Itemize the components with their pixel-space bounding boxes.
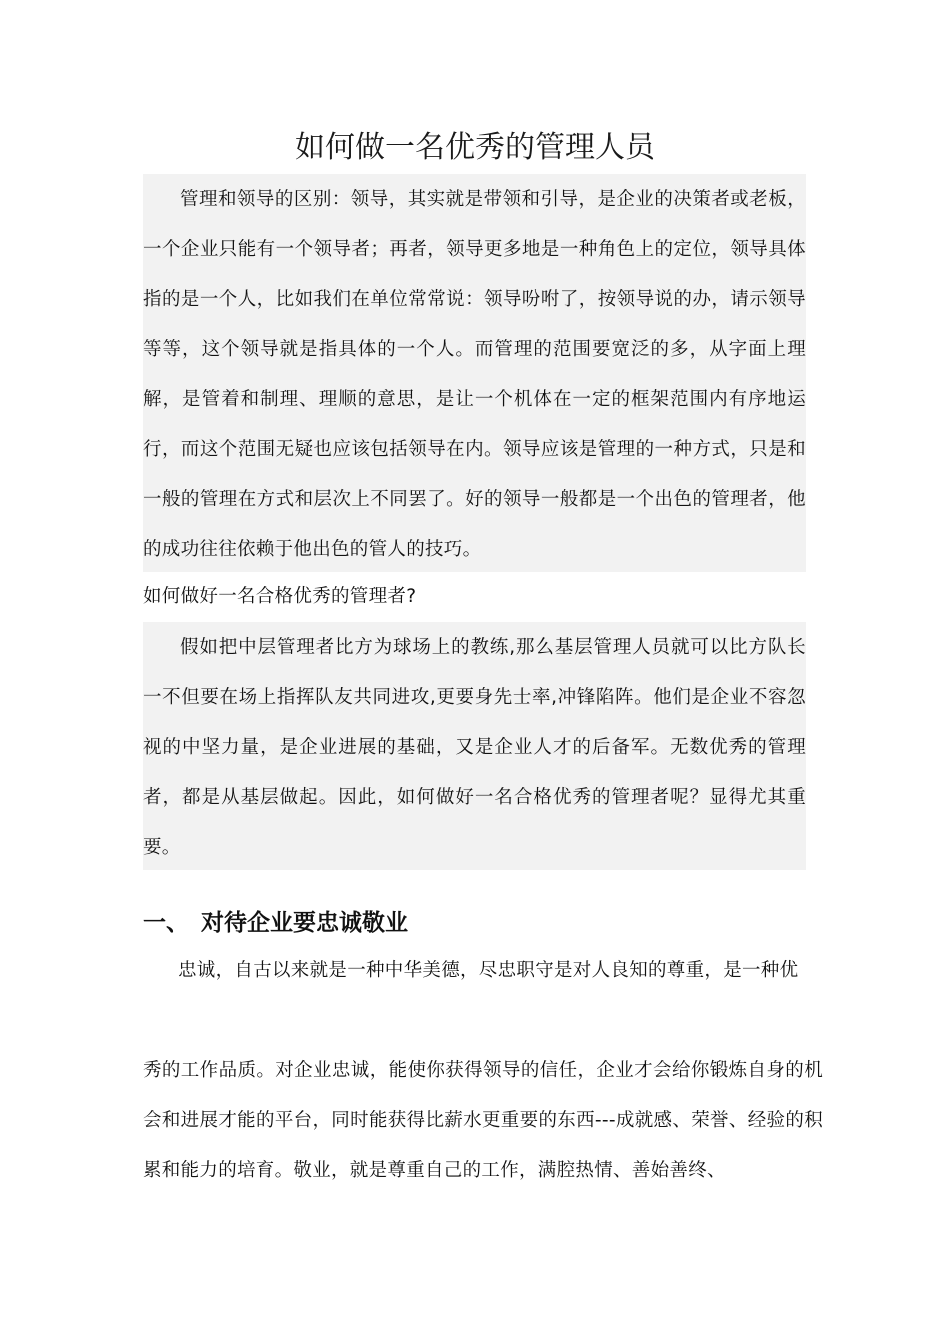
question-line: 如何做好一名合格优秀的管理者? <box>143 586 417 607</box>
document-title: 如何做一名优秀的管理人员 <box>295 130 655 165</box>
section-number: 一、 <box>143 910 189 936</box>
paragraph-grassroots-managers: 假如把中层管理者比方为球场上的教练,那么基层管理人员就可以比方队长一不但要在场上指挥队友共同进攻,更要身先士率,冲锋陷阵。他们是企业不容忽视的中坚力量，是企业进展的基础，又是企业人才的后备军。无数优秀的管理者，都是从基层做起。因此，如何做好一名合格优秀的管理者呢？显得尤其重要。 <box>143 637 806 858</box>
paragraph-loyalty-part-b: 秀的工作品质。对企业忠诚，能使你获得领导的信任，企业才会给你锻炼自身的机会和进展才能的平台，同时能获得比薪水更重要的东西---成就感、荣誉、经验的积累和能力的培育。敬业，就是尊重自己的工作，满腔热情、善始善终、 <box>143 1060 823 1181</box>
paragraph-leadership-vs-management: 管理和领导的区别：领导，其实就是带领和引导，是企业的决策者或老板，一个企业只能有一个领导者；再者，领导更多地是一种角色上的定位，领导具体指的是一个人，比如我们在单位常常说：领导吩咐了，按领导说的办，请示领导等等，这个领导就是指具体的一个人。而管理的范围要宽泛的多，从字面上理解，是管着和制理、理顺的意思，是让一个机体在一定的框架范围内有序地运行，而这个范围无疑也应该包括领导在内。领导应该是管理的一种方式，只是和一般的管理在方式和层次上不同罢了。好的领导一般都是一个出色的管理者，他的成功往往依赖于他出色的管人的技巧。 <box>143 189 806 560</box>
section-heading-1 <box>143 898 408 948</box>
section-heading-text: 对待企业要忠诚敬业 <box>201 910 408 936</box>
paragraph-loyalty-part-a: 忠诚，自古以来就是一种中华美德，尽忠职守是对人良知的尊重，是一种优 <box>178 960 799 981</box>
